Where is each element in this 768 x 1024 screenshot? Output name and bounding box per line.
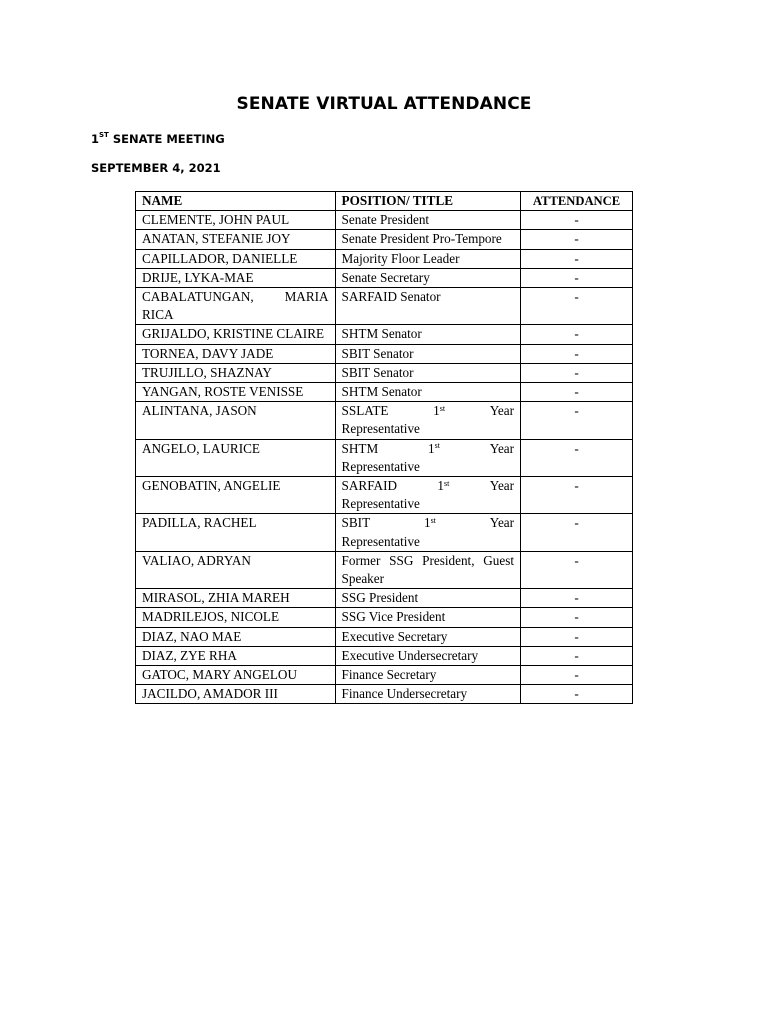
cell-attendance: -	[521, 268, 633, 287]
cell-position: SHTM Senator	[335, 325, 521, 344]
cell-name: JACILDO, AMADOR III	[136, 685, 336, 704]
position-year-ordinal	[433, 402, 445, 420]
cell-attendance: -	[521, 439, 633, 476]
page-title: SENATE VIRTUAL ATTENDANCE	[236, 94, 532, 114]
table-row	[136, 344, 633, 363]
cell-name: CLEMENTE, JOHN PAUL	[136, 211, 336, 230]
position-line-1	[342, 477, 515, 495]
cell-position	[335, 477, 521, 514]
cell-attendance: -	[521, 230, 633, 249]
header-attendance: ATTENDANCE	[521, 192, 633, 211]
cell-position: SHTM Senator	[335, 383, 521, 402]
position-year-suffix: st	[439, 403, 446, 413]
cell-position: SBIT Senator	[335, 363, 521, 382]
cell-position	[335, 439, 521, 476]
cell-attendance: -	[521, 288, 633, 325]
position-school: SHTM	[341, 440, 379, 456]
table-row	[136, 363, 633, 382]
position-year-ordinal	[428, 440, 440, 458]
cell-attendance: -	[521, 514, 633, 551]
cell-attendance: -	[521, 383, 633, 402]
cell-position: SSG Vice President	[335, 608, 521, 627]
cell-name: TORNEA, DAVY JADE	[136, 344, 336, 363]
table-row	[136, 589, 633, 608]
cell-attendance: -	[521, 344, 633, 363]
cell-attendance: -	[521, 666, 633, 685]
position-year-suffix: st	[444, 478, 450, 488]
cell-name: TRUJILLO, SHAZNAY	[136, 363, 336, 382]
cell-name: DIAZ, ZYE RHA	[136, 646, 336, 665]
cell-attendance: -	[521, 211, 633, 230]
position-line-1	[342, 514, 515, 532]
cell-name: VALIAO, ADRYAN	[136, 551, 336, 588]
position-year-word: Year	[489, 515, 515, 531]
cell-position: Majority Floor Leader	[335, 249, 521, 268]
cell-name: ANATAN, STEFANIE JOY	[136, 230, 336, 249]
cell-name: MADRILEJOS, NICOLE	[136, 608, 336, 627]
table-row	[136, 646, 633, 665]
cell-position: Senate President	[335, 211, 521, 230]
position-line-1	[342, 440, 515, 458]
cell-name: ALINTANA, JASON	[136, 402, 336, 439]
table-body	[136, 211, 633, 704]
table-row	[136, 211, 633, 230]
meeting-text: SENATE MEETING	[108, 132, 225, 146]
cell-attendance: -	[521, 249, 633, 268]
cell-attendance: -	[521, 325, 633, 344]
position-year-ordinal	[424, 514, 436, 532]
position-year-number: 1	[437, 478, 444, 494]
cell-position: Executive Secretary	[335, 627, 521, 646]
cell-position: Senate President Pro-Tempore	[335, 230, 521, 249]
table-row	[136, 325, 633, 344]
position-line-2: Representative	[341, 421, 420, 437]
cell-attendance: -	[521, 477, 633, 514]
cell-position: Senate Secretary	[335, 268, 521, 287]
position-year-word: Year	[489, 440, 515, 456]
table-row	[136, 288, 633, 325]
cell-position: Executive Undersecretary	[335, 646, 521, 665]
position-school: SBIT	[341, 515, 371, 531]
table-row	[136, 514, 633, 551]
position-year-number: 1	[433, 403, 440, 419]
position-line-2: Representative	[341, 458, 420, 474]
position-year-suffix: st	[430, 516, 436, 526]
table-row	[136, 230, 633, 249]
table-row	[136, 666, 633, 685]
attendance-table	[135, 191, 633, 704]
position-year-ordinal	[437, 477, 449, 495]
cell-name: CAPILLADOR, DANIELLE	[136, 249, 336, 268]
table-row	[136, 402, 633, 439]
table-header-row	[136, 192, 633, 211]
cell-position: SBIT Senator	[335, 344, 521, 363]
cell-attendance: -	[521, 646, 633, 665]
cell-position: SARFAID Senator	[335, 288, 521, 325]
cell-name: DRIJE, LYKA-MAE	[136, 268, 336, 287]
table-row	[136, 477, 633, 514]
header-name: NAME	[136, 192, 336, 211]
table-row	[136, 551, 633, 588]
position-year-word: Year	[489, 478, 515, 494]
cell-position	[335, 514, 521, 551]
cell-name: GATOC, MARY ANGELOU	[136, 666, 336, 685]
meeting-ordinal-suffix: ST	[99, 131, 109, 140]
cell-name: ANGELO, LAURICE	[136, 439, 336, 476]
cell-position: Finance Secretary	[335, 666, 521, 685]
cell-attendance: -	[521, 627, 633, 646]
cell-attendance: -	[521, 402, 633, 439]
position-line-2: Representative	[341, 496, 420, 512]
position-year-number: 1	[423, 515, 431, 531]
cell-name: GENOBATIN, ANGELIE	[136, 477, 336, 514]
cell-attendance: -	[521, 551, 633, 588]
cell-name: MIRASOL, ZHIA MAREH	[136, 589, 336, 608]
cell-name: DIAZ, NAO MAE	[136, 627, 336, 646]
table-row	[136, 627, 633, 646]
position-school: SARFAID	[341, 478, 397, 494]
position-line-1	[342, 402, 515, 420]
cell-position: Former SSG President, Guest Speaker	[335, 551, 521, 588]
cell-attendance: -	[521, 363, 633, 382]
cell-attendance: -	[521, 608, 633, 627]
position-line-2: Representative	[341, 533, 420, 549]
position-year-word: Year	[489, 403, 515, 419]
cell-name: CABALATUNGAN, MARIA RICA	[136, 288, 336, 325]
table-row	[136, 608, 633, 627]
cell-name: GRIJALDO, KRISTINE CLAIRE	[136, 325, 336, 344]
meeting-date: SEPTEMBER 4, 2021	[91, 161, 221, 175]
cell-attendance: -	[521, 685, 633, 704]
meeting-ordinal: 1	[91, 132, 100, 146]
position-year-suffix: st	[434, 441, 440, 451]
position-school: SSLATE	[341, 403, 389, 419]
position-year-number: 1	[428, 440, 435, 456]
cell-name: PADILLA, RACHEL	[136, 514, 336, 551]
table-row	[136, 268, 633, 287]
cell-position: Finance Undersecretary	[335, 685, 521, 704]
table-row	[136, 249, 633, 268]
header-position: POSITION/ TITLE	[335, 192, 521, 211]
cell-position	[335, 402, 521, 439]
table-row	[136, 685, 633, 704]
meeting-label	[91, 132, 225, 146]
cell-name: YANGAN, ROSTE VENISSE	[136, 383, 336, 402]
table-row	[136, 439, 633, 476]
cell-attendance: -	[521, 589, 633, 608]
cell-position: SSG President	[335, 589, 521, 608]
table-row	[136, 383, 633, 402]
